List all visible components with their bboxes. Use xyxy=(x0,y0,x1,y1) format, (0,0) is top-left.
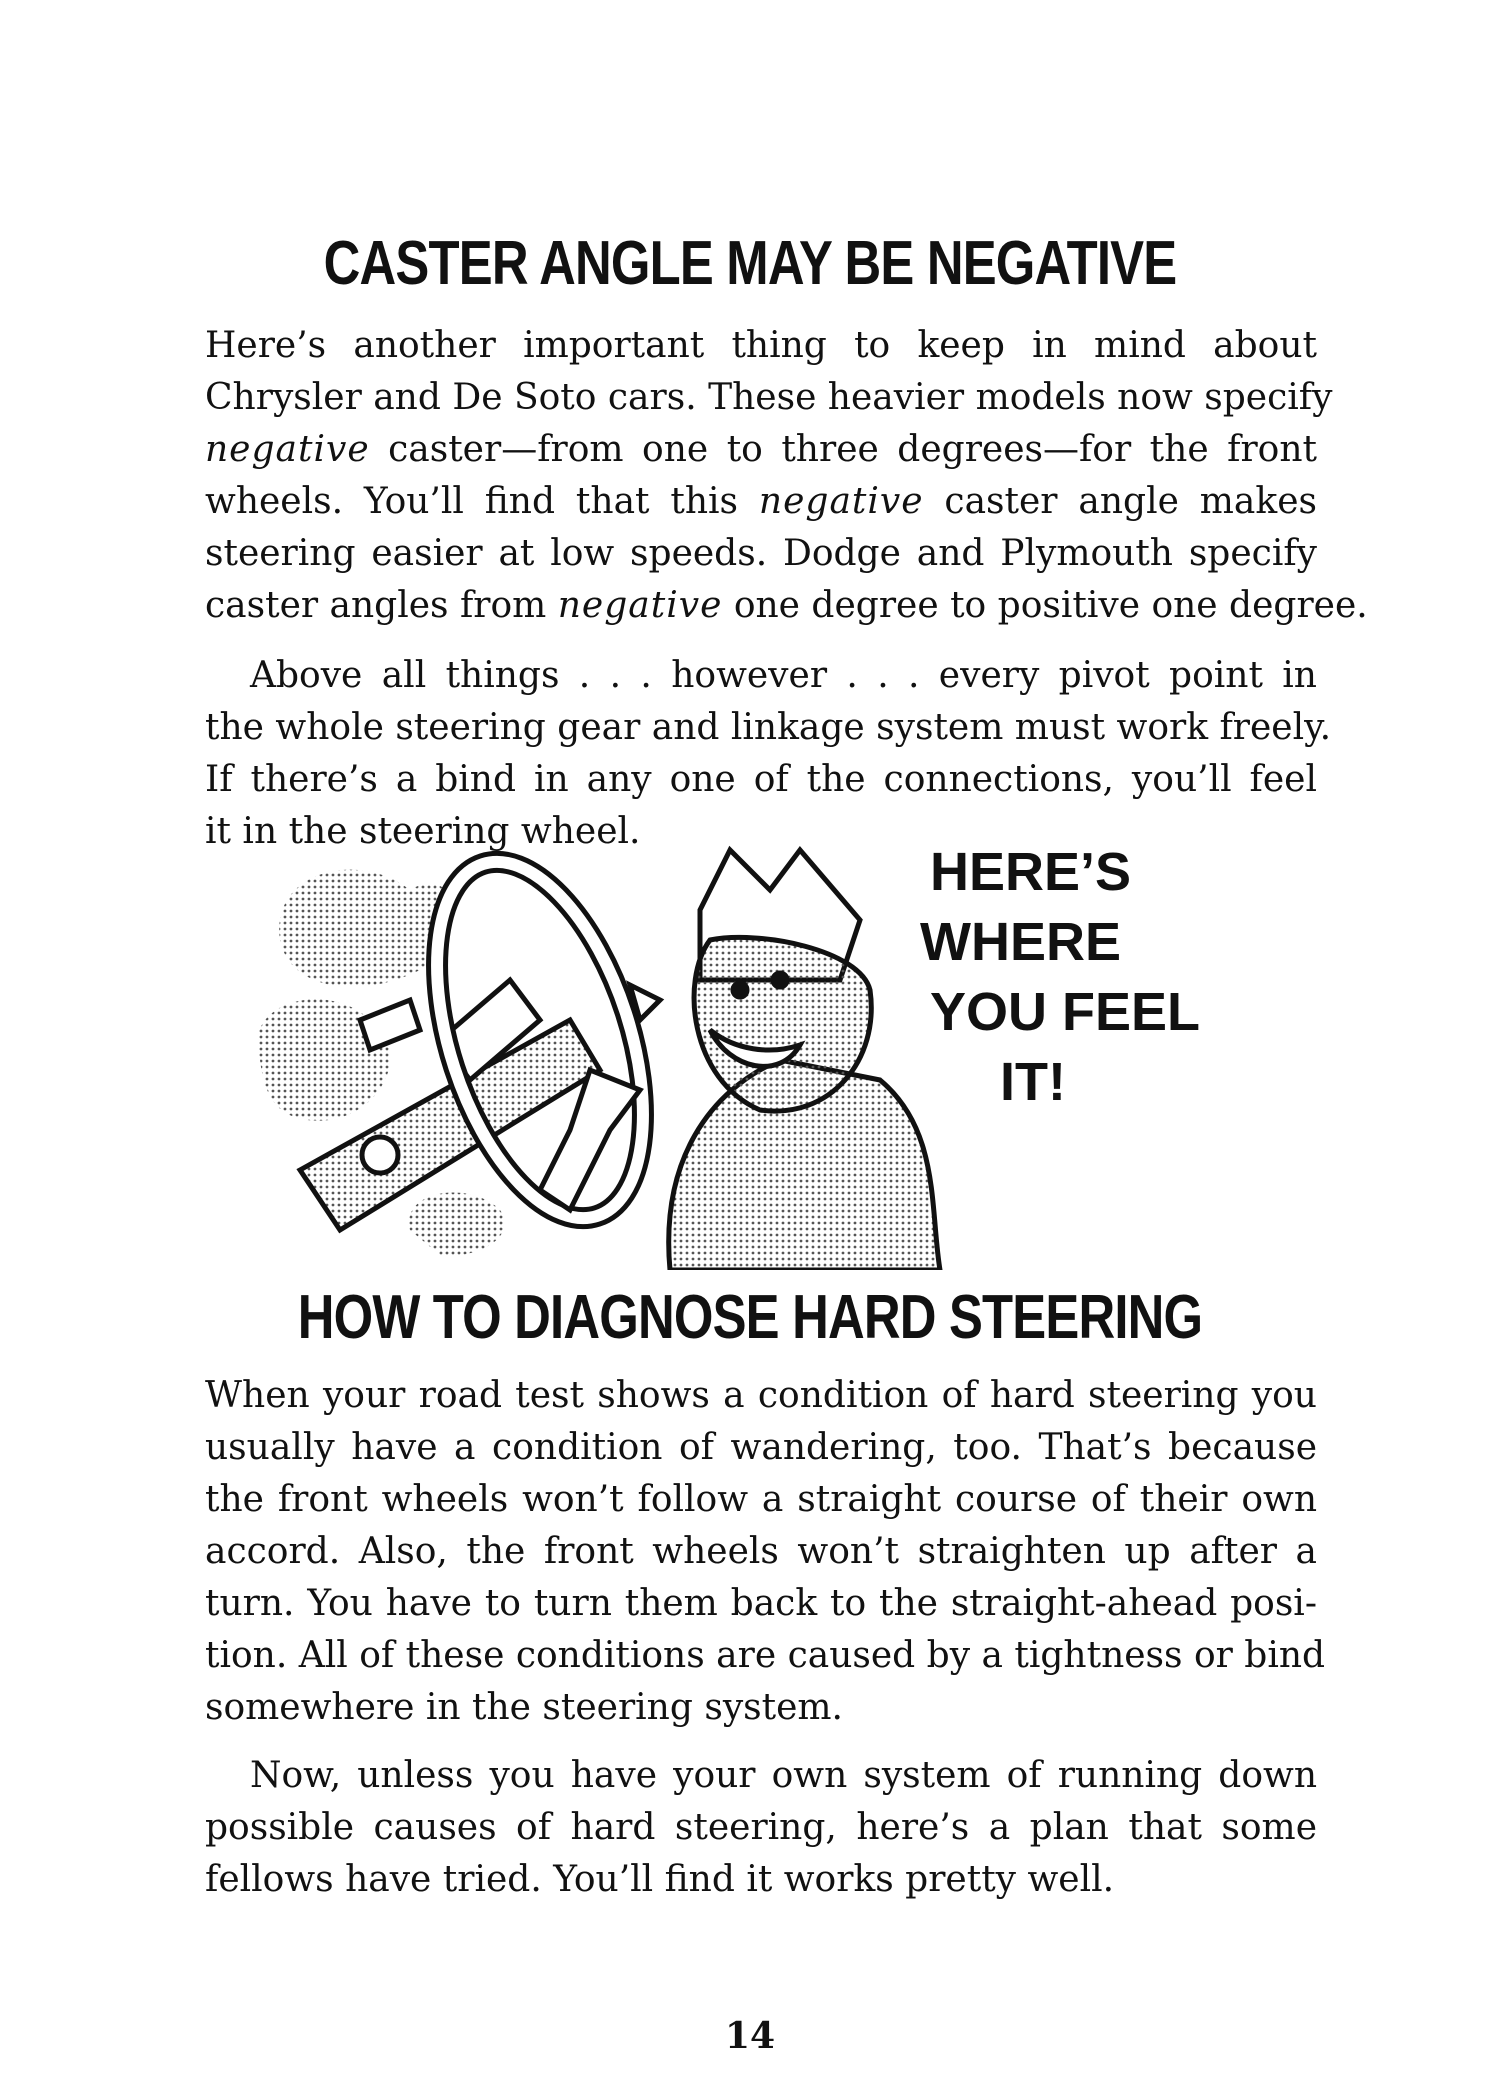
italic-word: negative xyxy=(758,481,924,522)
text-line: If there’s a bind in any one of the connections, you’ll feel xyxy=(205,759,1317,800)
caption-line: IT! xyxy=(1000,1052,1066,1112)
text-line: Above all things . . . however . . . every pivot point in xyxy=(250,655,1317,696)
text-line: turn. You have to turn them back to the straight-ahead posi- xyxy=(205,1583,1317,1624)
text-line: possible causes of hard steering, here’s a plan that some xyxy=(205,1807,1317,1848)
caption-line: YOU FEEL xyxy=(930,982,1201,1042)
speech-caption xyxy=(920,842,1200,1112)
text-line: fellows have tried. You’ll find it works pretty well. xyxy=(205,1859,1115,1900)
text-line: When your road test shows a condition of hard steering you xyxy=(205,1375,1317,1416)
text-line: tion. All of these conditions are caused by a tightness or bind xyxy=(205,1635,1326,1676)
caption-line: WHERE xyxy=(920,912,1121,972)
paragraph-hard-steering xyxy=(205,1370,1326,1734)
text-line: Chrysler and De Soto cars. These heavier models now specify xyxy=(205,377,1333,418)
text-line: Now, unless you have your own system of running down xyxy=(250,1755,1317,1796)
text-line: somewhere in the steering system. xyxy=(205,1687,843,1728)
text-line: the front wheels won’t follow a straight course of their own xyxy=(205,1479,1317,1520)
text-line: negative caster—from one to three degrees—for the front xyxy=(205,429,1317,470)
paragraph-diagnosis-plan xyxy=(205,1750,1317,1906)
text-line: Here’s another important thing to keep in mind about xyxy=(205,325,1317,366)
page-number: 14 xyxy=(724,2015,776,2057)
italic-word: negative xyxy=(557,585,723,626)
mechanic-steering-illustration xyxy=(240,830,1240,1270)
caption-line: HERE’S xyxy=(930,842,1132,902)
text-line: usually have a condition of wandering, too. That’s because xyxy=(205,1427,1317,1468)
text-line: it in the steering wheel. xyxy=(205,811,641,852)
heading-diagnose-hard-steering: HOW TO DIAGNOSE HARD STEERING xyxy=(297,1283,1203,1352)
text-line: caster angles from negative one degree to positive one degree. xyxy=(205,585,1368,626)
paragraph-pivot-points xyxy=(205,650,1332,858)
text-line: accord. Also, the front wheels won’t straighten up after a xyxy=(205,1531,1317,1572)
text-line: the whole steering gear and linkage system must work freely. xyxy=(205,707,1332,748)
heading-caster-angle: CASTER ANGLE MAY BE NEGATIVE xyxy=(323,229,1177,298)
italic-word: negative xyxy=(205,429,370,470)
text-line: wheels. You’ll find that this negative caster angle makes xyxy=(205,481,1317,522)
text-line: steering easier at low speeds. Dodge and Plymouth specify xyxy=(205,533,1317,574)
paragraph-caster-intro xyxy=(205,320,1368,632)
